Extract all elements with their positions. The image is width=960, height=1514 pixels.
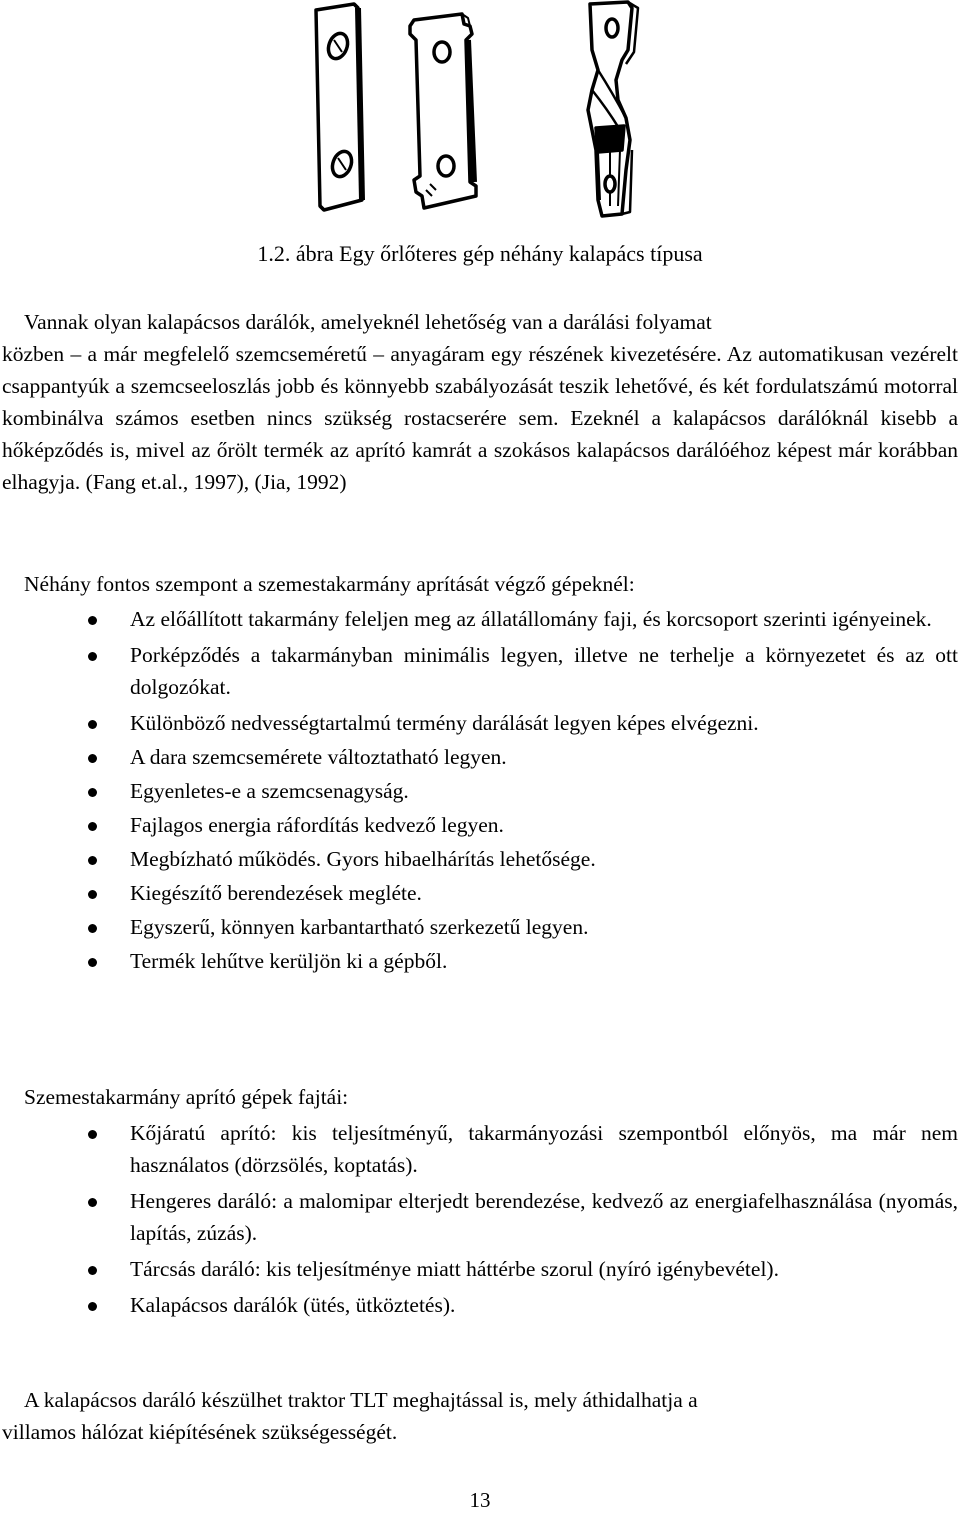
figure-caption: 1.2. ábra Egy őrlőteres gép néhány kalapács típusa [257, 241, 703, 266]
list-item: A dara szemcsemérete változtatható legyen. [0, 741, 960, 773]
section-2-list [0, 1117, 960, 1321]
list-item: Kőjáratú aprító: kis teljesítményű, takarmányozási szempontból előnyös, ma már nem használatos (dörzsölés, koptatás). [0, 1117, 960, 1181]
list-item: Tárcsás daráló: kis teljesítménye miatt háttérbe szorul (nyíró igénybevétel). [0, 1253, 960, 1285]
list-item: Egyszerű, könnyen karbantartható szerkezetű legyen. [0, 911, 960, 943]
list-item: Kiegészítő berendezések megléte. [0, 877, 960, 909]
list-item: Megbízható működés. Gyors hibaelhárítás lehetősége. [0, 843, 960, 875]
intro-paragraph-body: közben – a már megfelelő szemcseméretű – anyagáram egy részének kivezetésére. Az automatikusan vezérelt csappantyúk a szemcseeloszlás jobb és könnyebb szabályozását teszik lehetővé, és két fordulatszámú motorral kombinálva számos esetben nincs szükség rostacserére sem. Ezeknél a kalapácsos darálóknál kisebb a hőképződés is, mivel az őrölt termék az aprító kamrát a szokásos kalapácsos darálóéhoz képest már korábban elhagyja. (Fang et.al., 1997), (Jia, 1992) [2, 342, 958, 494]
page-number: 13 [469, 1488, 491, 1512]
list-item: Egyenletes-e a szemcsenagyság. [0, 775, 960, 807]
hammer-types-drawing-icon [296, 0, 664, 222]
section-2-heading: Szemestakarmány aprító gépek fajtái: [24, 1085, 349, 1109]
list-item: Fajlagos energia ráfordítás kedvező legyen. [0, 809, 960, 841]
list-item: Kalapácsos darálók (ütés, ütköztetés). [0, 1289, 960, 1321]
list-item: Porképződés a takarmányban minimális legyen, illetve ne terhelje a környezetet és az ott dolgozókat. [0, 639, 960, 703]
hammer-notched-icon [410, 14, 476, 208]
list-item: Termék lehűtve kerüljön ki a gépből. [0, 945, 960, 977]
closing-paragraph-line-2: villamos hálózat kiépítésének szükségességét. [2, 1420, 398, 1444]
hammer-types-figure [296, 0, 664, 222]
hammer-twisted-icon [588, 2, 638, 216]
closing-paragraph-line-1: A kalapácsos daráló készülhet traktor TLT meghajtással is, mely áthidalhatja a [24, 1388, 698, 1412]
section-1-list [0, 603, 960, 977]
list-item: Az előállított takarmány feleljen meg az állatállomány faji, és korcsoport szerinti igényeinek. [0, 603, 960, 635]
intro-paragraph-line-1: Vannak olyan kalapácsos darálók, amelyeknél lehetőség van a darálási folyamat [24, 310, 712, 334]
list-item: Különböző nedvességtartalmú termény darálását legyen képes elvégezni. [0, 707, 960, 739]
intro-paragraph [2, 306, 958, 498]
list-item: Hengeres daráló: a malomipar elterjedt berendezése, kedvező az energiafelhasználása (nyomás, lapítás, zúzás). [0, 1185, 960, 1249]
hammer-flat-two-holes-icon [316, 4, 362, 210]
closing-paragraph [2, 1384, 958, 1448]
section-1-heading: Néhány fontos szempont a szemestakarmány aprítását végző gépeknél: [24, 572, 635, 596]
